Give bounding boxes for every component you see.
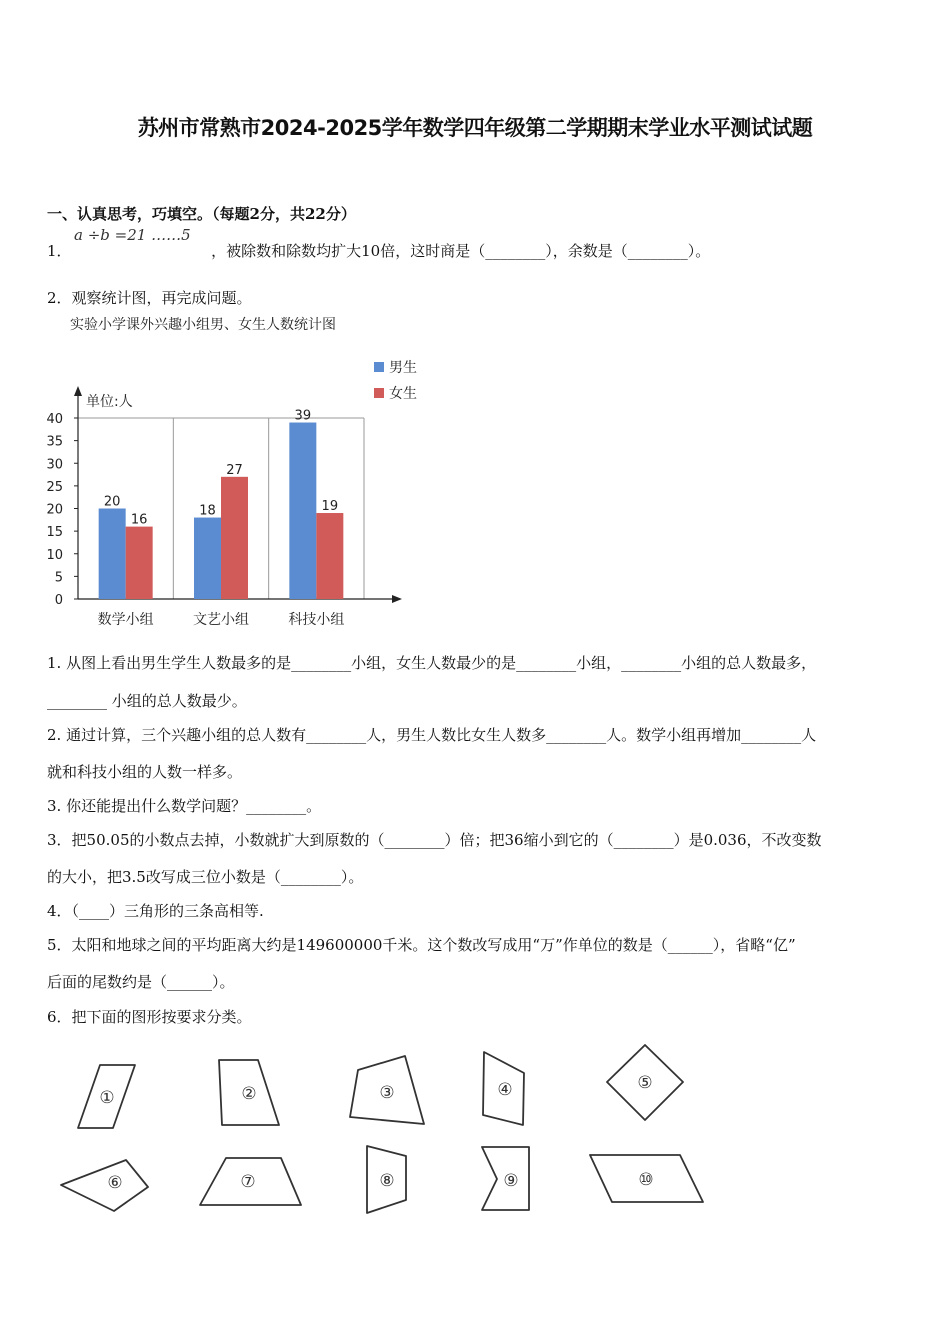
data-label: 39 (294, 408, 312, 424)
y-tick-label: 40 (46, 412, 63, 427)
data-label: 20 (103, 494, 121, 510)
data-label: 16 (130, 512, 148, 528)
shape-label-9: ⑨ (503, 1171, 519, 1191)
shape-label-8: ⑧ (379, 1171, 395, 1191)
question-5-line1: 5．太阳和地球之间的平均距离大约是149600000千米。这个数改写成用“万”作单位的数是（______），省略“亿” (47, 936, 796, 954)
bar-chart (0, 340, 460, 640)
chart-title: 实验小学课外兴趣小组男、女生人数统计图 (70, 317, 336, 333)
bar (289, 423, 316, 599)
y-tick-label: 20 (46, 502, 63, 518)
question-2-sub1-line2: ________ 小组的总人数最少。 (47, 692, 247, 710)
y-tick-label: 35 (46, 434, 63, 450)
y-axis-label: 单位:人 (86, 394, 133, 410)
question-1-number: 1． (47, 242, 72, 260)
y-tick-label: 15 (46, 525, 63, 541)
data-label: 19 (321, 499, 339, 515)
x-axis-arrow (392, 595, 402, 603)
y-axis-arrow (74, 386, 82, 396)
legend-label: 男生 (389, 360, 417, 376)
legend-swatch (374, 388, 384, 398)
question-5-line2: 后面的尾数约是（______）。 (47, 973, 235, 991)
bar (221, 477, 248, 599)
x-tick-label: 文艺小组 (193, 612, 249, 628)
shape-label-10: ⑩ (638, 1170, 654, 1190)
legend-label: 女生 (389, 386, 417, 402)
legend-swatch (374, 362, 384, 372)
shape-label-4: ④ (497, 1080, 513, 1100)
question-1-text: ，被除数和除数均扩大10倍，这时商是（________），余数是（________）。 (211, 242, 711, 260)
question-1 (47, 226, 711, 261)
shape-label-1: ① (99, 1088, 115, 1108)
question-4: 4．（____）三角形的三条高相等. (47, 902, 264, 920)
y-tick-label: 10 (46, 547, 63, 563)
question-2-sub3: 3. 你还能提出什么数学问题？________。 (47, 797, 322, 815)
y-tick-label: 25 (46, 479, 63, 495)
question-1-formula: a ÷b =21 ……5 (74, 226, 191, 244)
shape-label-7: ⑦ (240, 1172, 256, 1192)
data-label: 27 (226, 462, 243, 478)
y-tick-label: 5 (54, 570, 63, 586)
question-2: 2．观察统计图，再完成问题。 (47, 289, 252, 307)
bar (316, 513, 343, 599)
question-6: 6．把下面的图形按要求分类。 (47, 1008, 252, 1026)
question-2-sub2-line1: 2. 通过计算，三个兴趣小组的总人数有________人，男生人数比女生人数多________人。数学小组再增加________人 (47, 726, 817, 744)
page-title: 苏州市常熟市2024-2025学年数学四年级第二学期期末学业水平测试试题 (137, 116, 813, 140)
shape-label-3: ③ (379, 1083, 395, 1103)
question-2-sub1-line1: 1. 从图上看出男生学生人数最多的是________小组，女生人数最少的是________小组，________小组的总人数最多， (47, 654, 817, 672)
question-3-line2: 的大小，把3.5改写成三位小数是（________）。 (47, 868, 364, 886)
shapes-figure (0, 1040, 950, 1230)
data-label: 18 (199, 503, 216, 519)
x-tick-label: 科技小组 (288, 612, 345, 628)
shape-6 (61, 1160, 148, 1211)
shape-label-5: ⑤ (637, 1073, 653, 1093)
y-tick-label: 30 (46, 457, 63, 473)
bar (99, 509, 126, 600)
question-2-sub2-line2: 就和科技小组的人数一样多。 (47, 763, 243, 781)
bar (194, 518, 221, 599)
x-tick-label: 数学小组 (97, 612, 154, 628)
section-heading: 一、认真思考，巧填空。（每题2分，共22分） (47, 205, 356, 223)
shape-label-2: ② (241, 1084, 257, 1104)
bar (126, 527, 153, 599)
shape-label-6: ⑥ (107, 1173, 123, 1193)
y-tick-label: 0 (54, 593, 63, 608)
question-3-line1: 3．把50.05的小数点去掉，小数就扩大到原数的（________）倍；把36缩小到它的（________）是0.036，不改变数 (47, 831, 822, 849)
